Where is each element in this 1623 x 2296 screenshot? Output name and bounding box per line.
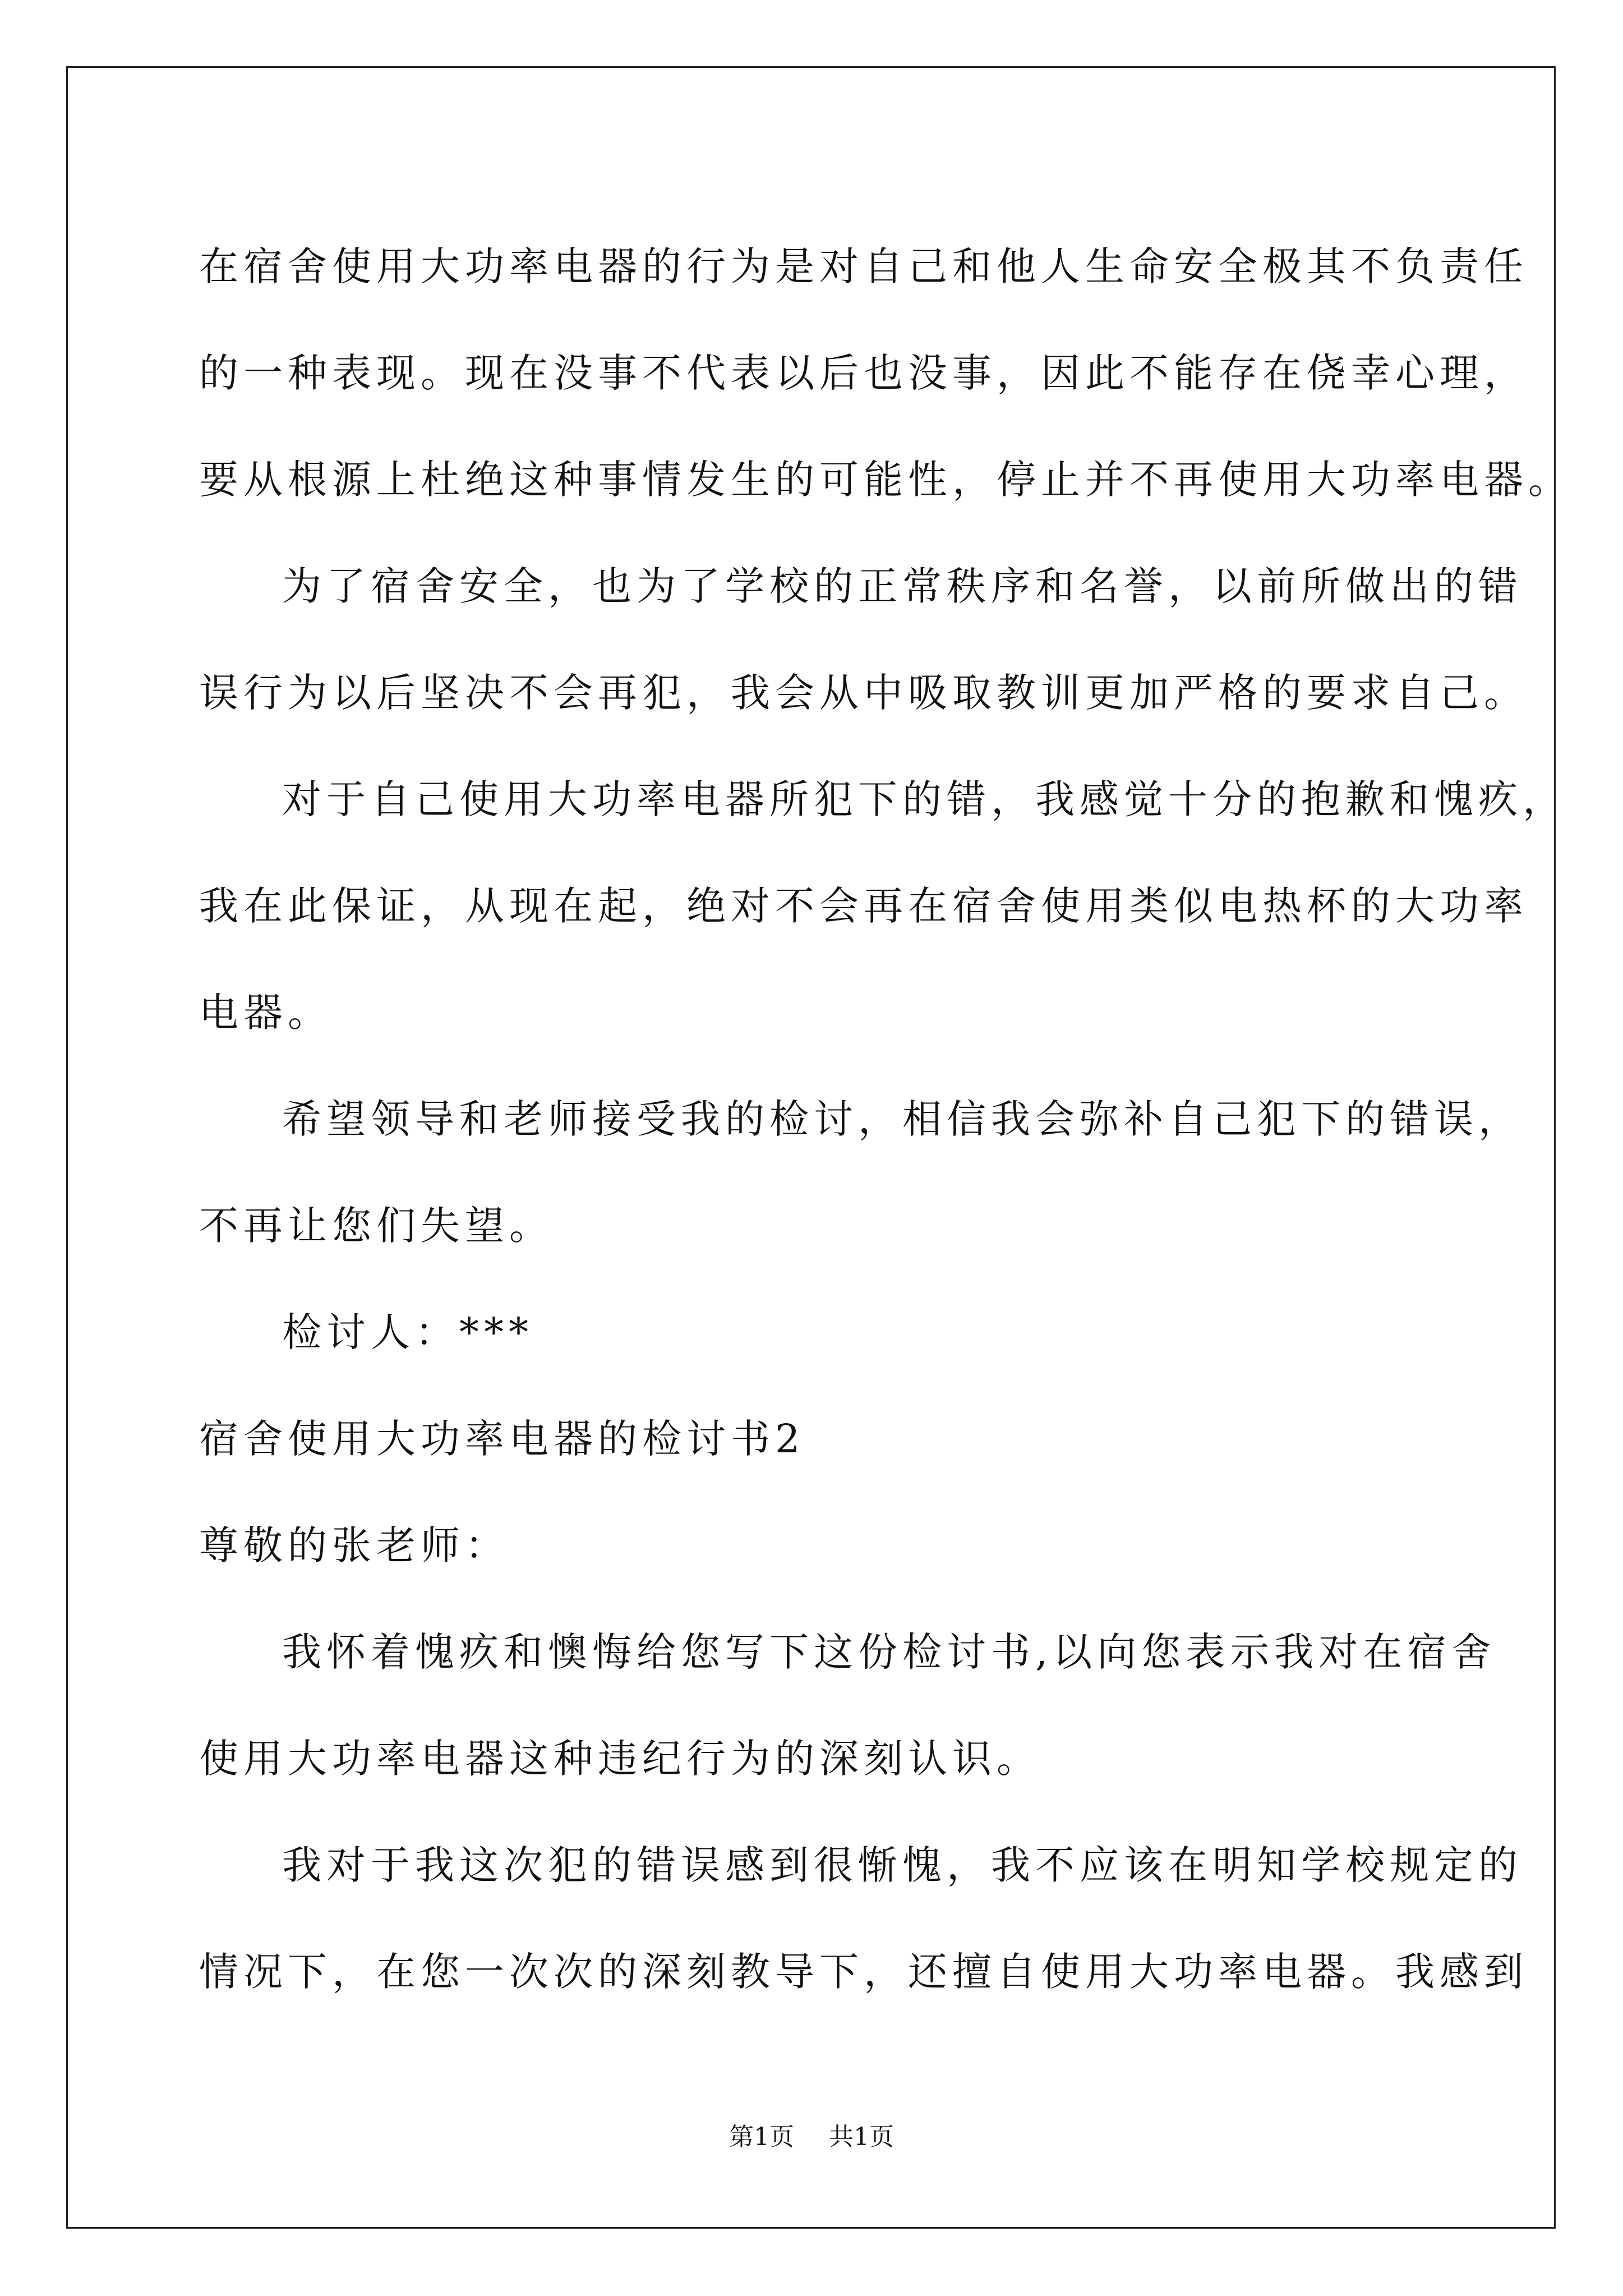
text-line: 的一种表现。现在没事不代表以后也没事，因此不能存在侥幸心理，	[199, 350, 1528, 396]
page-total: 共1页	[829, 2123, 894, 2151]
text-line: 我在此保证，从现在起，绝对不会再在宿舍使用类似电热杯的大功率	[199, 883, 1528, 929]
page-footer	[0, 2120, 1623, 2154]
signature-line: 检讨人：***	[282, 1309, 533, 1355]
text-line: 在宿舍使用大功率电器的行为是对自己和他人生命安全极其不负责任	[199, 243, 1528, 289]
text-line: 情况下，在您一次次的深刻教导下，还擅自使用大功率电器。我感到	[199, 1949, 1528, 1995]
text-line: 不再让您们失望。	[199, 1203, 554, 1249]
page-number: 第1页	[729, 2123, 794, 2151]
text-line: 要从根源上杜绝这种事情发生的可能性，停止并不再使用大功率电器。	[199, 457, 1573, 503]
text-line: 使用大功率电器这种违纪行为的深刻认识。	[199, 1736, 1041, 1782]
text-line: 误行为以后坚决不会再犯，我会从中吸取教训更加严格的要求自己。	[199, 670, 1528, 716]
salutation: 尊敬的张老师：	[199, 1522, 509, 1568]
text-line: 对于自己使用大功率电器所犯下的错，我感觉十分的抱歉和愧疚，	[282, 776, 1567, 822]
text-line: 电器。	[199, 990, 332, 1036]
text-line: 为了宿舍安全，也为了学校的正常秩序和名誉，以前所做出的错	[282, 563, 1523, 609]
text-line: 希望领导和老师接受我的检讨，相信我会弥补自己犯下的错误，	[282, 1096, 1523, 1142]
section-heading: 宿舍使用大功率电器的检讨书2	[199, 1416, 805, 1462]
document-body	[199, 213, 1573, 2025]
text-line: 我怀着愧疚和懊悔给您写下这份检讨书,以向您表示我对在宿舍	[282, 1629, 1496, 1675]
text-line: 我对于我这次犯的错误感到很惭愧，我不应该在明知学校规定的	[282, 1842, 1523, 1888]
